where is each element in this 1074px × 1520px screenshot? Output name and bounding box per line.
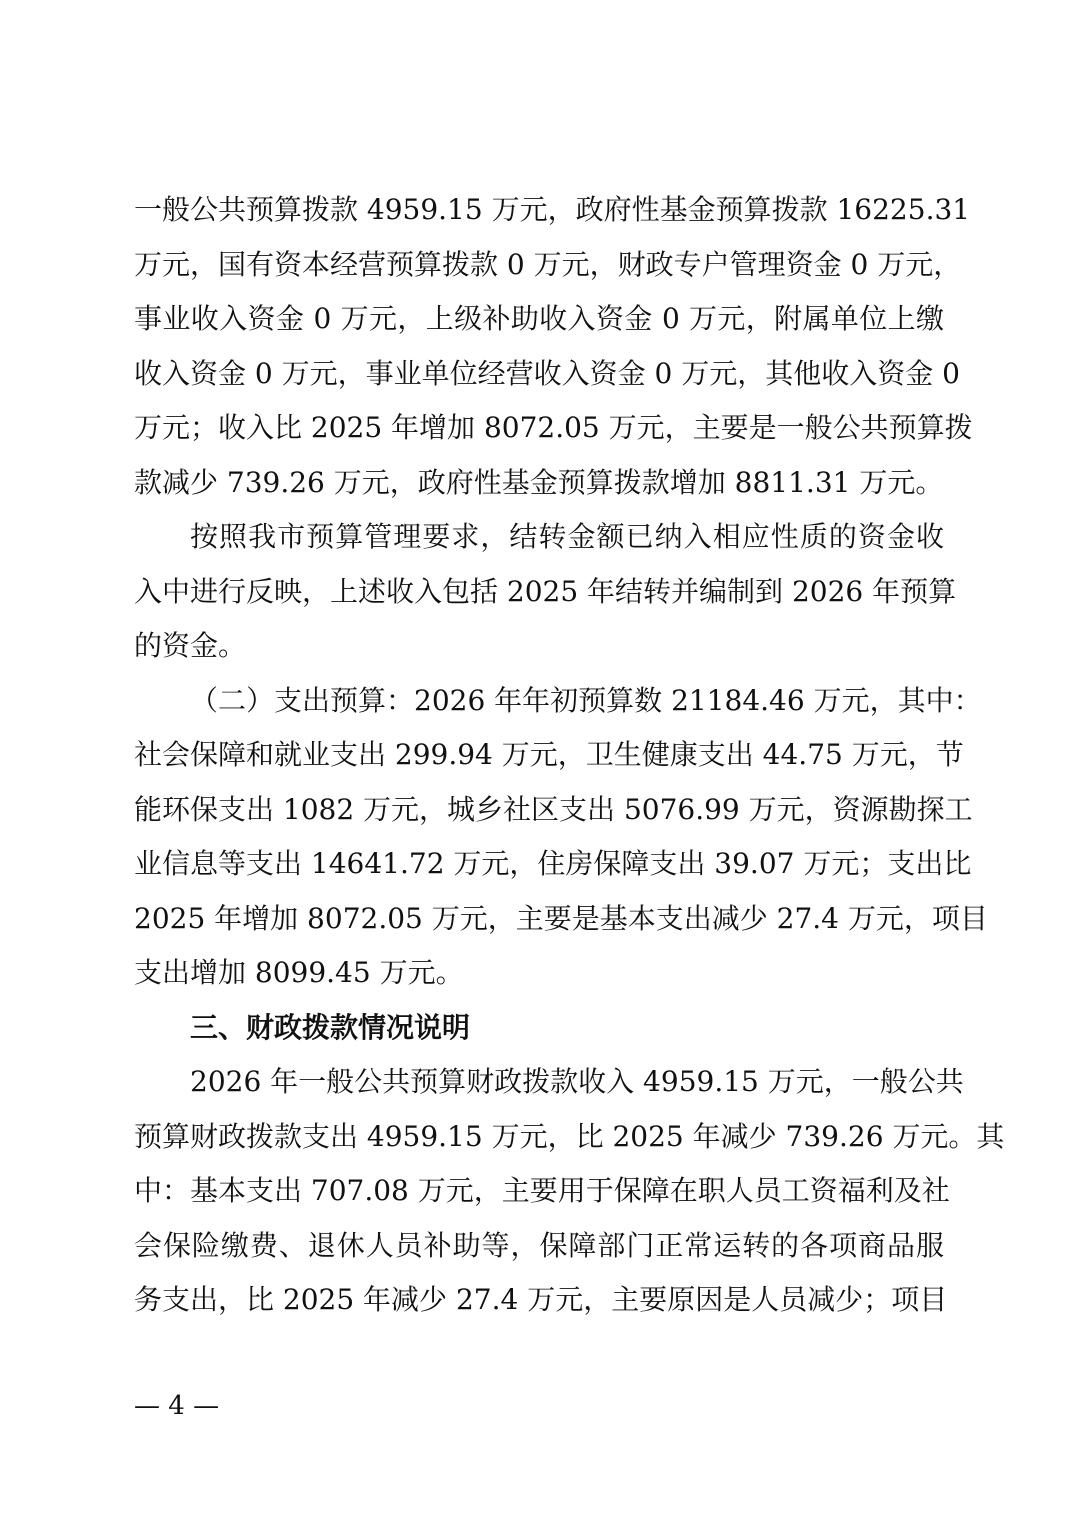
- text-line: 社会保障和就业支出 299.94 万元，卫生健康支出 44.75 万元，节: [134, 738, 964, 771]
- subsection-label: （二）支出预算：: [190, 683, 415, 717]
- text-line: 2026 年一般公共预算财政拨款收入 4959.15 万元，一般公共: [190, 1065, 964, 1098]
- document-body: [134, 183, 1005, 1328]
- paragraph-income-detail: [134, 183, 973, 510]
- text-line: 万元；收入比 2025 年增加 8072.05 万元，主要是一般公共预算拨: [134, 411, 973, 444]
- text-line: 业信息等支出 14641.72 万元，住房保障支出 39.07 万元；支出比: [134, 847, 972, 880]
- text-line: 会保险缴费、退休人员补助等，保障部门正常运转的各项商品服: [134, 1228, 944, 1262]
- page-number: — 4 —: [134, 1391, 220, 1421]
- text-line: 中：基本支出 707.08 万元，主要用于保障在职人员工资福利及社: [134, 1174, 950, 1207]
- text-line: 事业收入资金 0 万元，上级补助收入资金 0 万元，附属单位上缴: [134, 302, 944, 335]
- paragraph-expenditure-budget: [134, 674, 988, 1001]
- text-line: 支出增加 8099.45 万元。: [134, 956, 464, 989]
- text-line: 预算财政拨款支出 4959.15 万元，比 2025 年减少 739.26 万元。其: [134, 1119, 1005, 1153]
- text-line: [134, 674, 982, 729]
- paragraph-carryover-note: [134, 510, 957, 674]
- text-line: 万元，国有资本经营预算拨款 0 万元，财政专户管理资金 0 万元，: [134, 247, 962, 281]
- text-line: 2025 年增加 8072.05 万元，主要是基本支出减少 27.4 万元，项目: [134, 901, 988, 935]
- text-line: 款减少 739.26 万元，政府性基金预算拨款增加 8811.31 万元。: [134, 465, 944, 499]
- text-line: 能环保支出 1082 万元，城乡社区支出 5076.99 万元，资源勘探工: [134, 792, 973, 826]
- text-span: 2026 年年初预算数 21184.46 万元，其中：: [414, 683, 982, 717]
- text-line: 务支出，比 2025 年减少 27.4 万元，主要原因是人员减少；项目: [134, 1283, 948, 1316]
- paragraph-appropriation-detail: [134, 1055, 1005, 1328]
- text-line: 一般公共预算拨款 4959.15 万元，政府性基金预算拨款 16225.31: [134, 193, 971, 226]
- text-line: 的资金。: [134, 629, 247, 662]
- text-line: 按照我市预算管理要求，结转金额已纳入相应性质的资金收: [190, 520, 944, 553]
- text-line: 收入资金 0 万元，事业单位经营收入资金 0 万元，其他收入资金 0: [134, 356, 960, 390]
- text-line: 入中进行反映，上述收入包括 2025 年结转并编制到 2026 年预算: [134, 574, 957, 608]
- section-heading: 三、财政拨款情况说明: [190, 1010, 471, 1044]
